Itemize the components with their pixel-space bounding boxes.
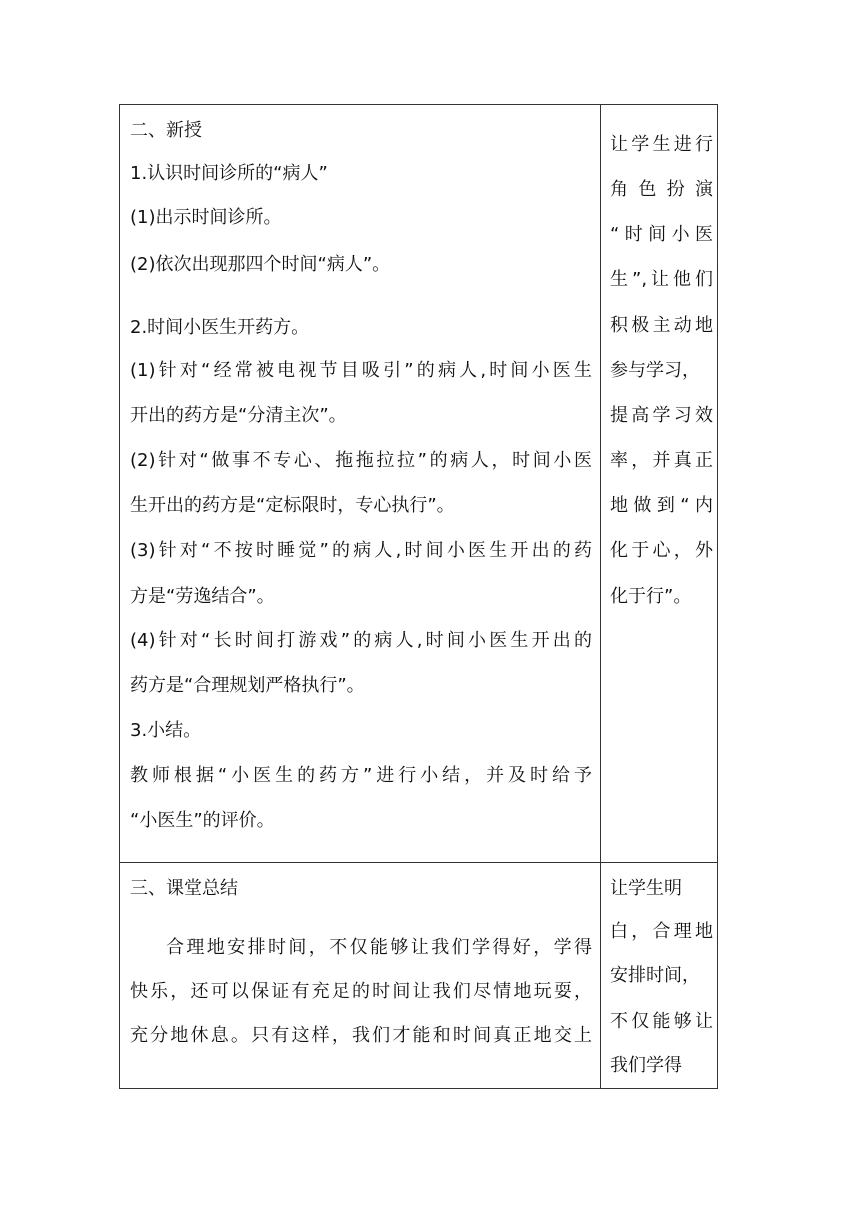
content-line: 3.小结。	[130, 720, 202, 741]
table-row	[120, 862, 717, 1088]
intent-line: 让学生明	[610, 878, 682, 899]
intent-line: 角 色 扮 演	[610, 179, 713, 200]
intent-line: “时间小医	[610, 224, 713, 245]
intent-line: 参与学习，	[610, 360, 700, 381]
intent-line: 提高学习效	[610, 405, 713, 426]
content-line: (1)针对“经常被电视节目吸引”的病人,时间小医生	[130, 360, 592, 381]
content-line: (2)依次出现那四个时间“病人”。	[130, 254, 391, 275]
content-line: 1.认识时间诊所的“病人”	[130, 163, 328, 184]
lesson-plan-table	[119, 104, 718, 1089]
content-line: “小医生”的评价。	[130, 810, 275, 831]
content-line: 生开出的药方是“定标限时，专心执行”。	[130, 495, 455, 516]
section-heading: 三、课堂总结	[130, 878, 238, 899]
content-line: (2)针对“做事不专心、拖拖拉拉”的病人，时间小医	[130, 450, 592, 471]
content-line: 2.时间小医生开药方。	[130, 317, 310, 338]
content-line: (4)针对“长时间打游戏”的病人,时间小医生开出的	[130, 630, 592, 651]
content-line: 充分地休息。只有这样，我们才能和时间真正地交上	[130, 1025, 592, 1046]
intent-line: 生”,让他们	[610, 269, 713, 290]
content-line: 快乐，还可以保证有充足的时间让我们尽情地玩耍，	[130, 981, 592, 1002]
content-line: (1)出示时间诊所。	[130, 207, 282, 228]
intent-line: 化于行”。	[610, 586, 692, 607]
intent-line: 白，合理地	[610, 921, 713, 942]
intent-line: 不仅能够让	[610, 1011, 713, 1032]
intent-line: 率，并真正	[610, 450, 713, 471]
content-line: 开出的药方是“分清主次”。	[130, 405, 347, 426]
content-line: 教师根据“小医生的药方”进行小结，并及时给予	[130, 765, 592, 786]
teaching-content-cell	[120, 863, 601, 1088]
intent-line: 让学生进行	[610, 134, 713, 155]
section-heading: 二、新授	[130, 120, 202, 141]
design-intent-cell	[601, 863, 717, 1088]
content-line: (3)针对“不按时睡觉”的病人,时间小医生开出的药	[130, 540, 592, 561]
design-intent-cell	[601, 105, 717, 862]
intent-line: 积极主动地	[610, 315, 713, 336]
intent-line: 我们学得	[610, 1055, 682, 1076]
intent-line: 地做到“内	[610, 495, 713, 516]
intent-line: 化于心，外	[610, 540, 713, 561]
intent-line: 安排时间，	[610, 965, 700, 986]
content-line: 方是“劳逸结合”。	[130, 586, 275, 607]
content-line: 合理地安排时间，不仅能够让我们学得好，学得	[166, 937, 592, 958]
content-line: 药方是“合理规划严格执行”。	[130, 675, 365, 696]
teaching-content-cell	[120, 105, 601, 862]
table-row	[120, 105, 717, 862]
